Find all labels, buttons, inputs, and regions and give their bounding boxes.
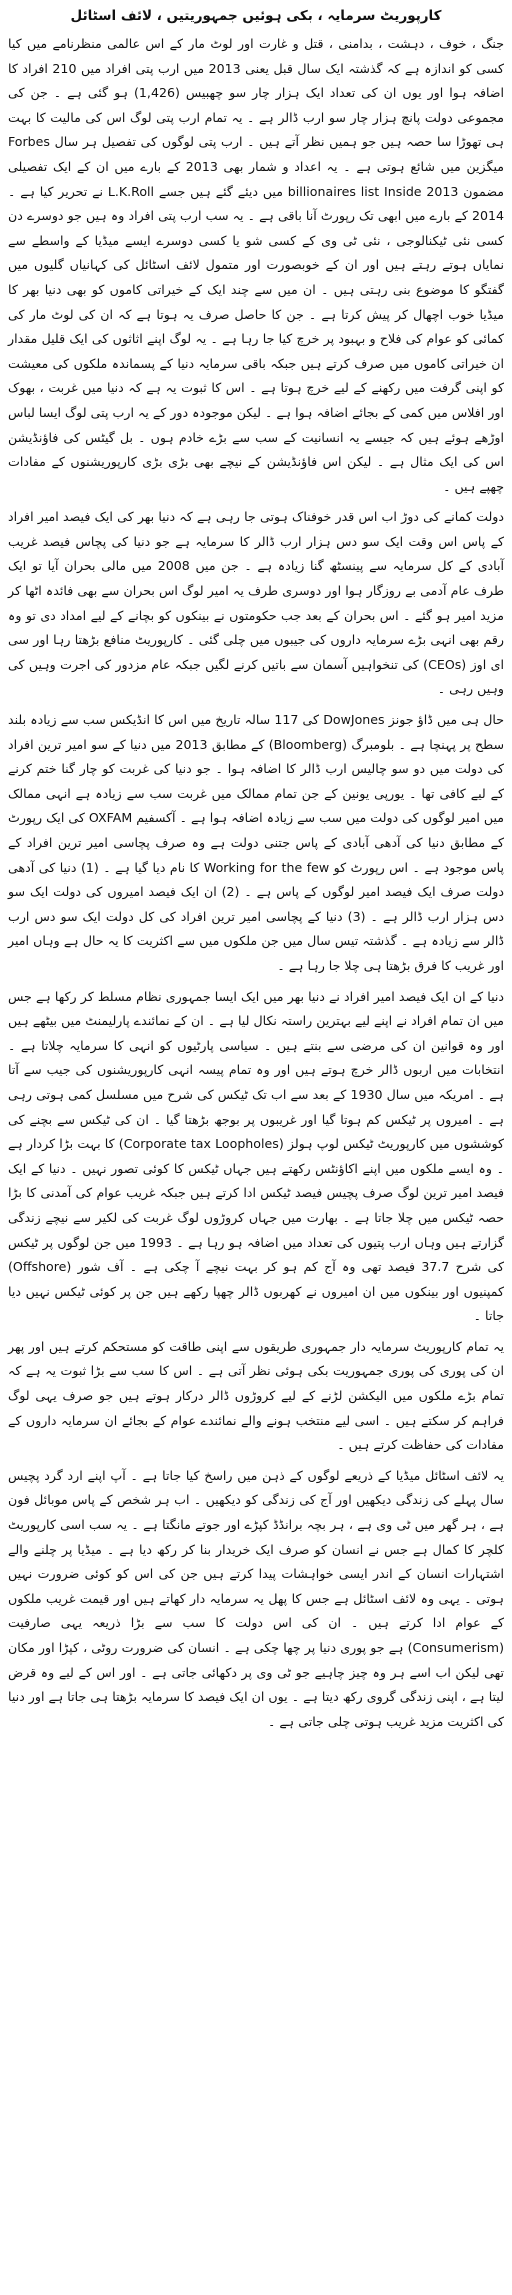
paragraph-1: جنگ ، خوف ، دہشت ، بدامنی ، قتل و غارت اور لوٹ مار کے اس عالمی منظرنامے میں کیا کسی کو اندازہ ہے کہ گذشتہ ایک سال قبل یعنی 2013 میں ارب پتی افراد میں 210 افراد کا اضافہ ہوا اور یوں ان کی تعداد ایک ہزار چار سو چھبیس (1,426) ہو گئی ہے ۔ جن کی مجموعی دولت پانچ ہزار چار سو ارب ڈالر ہے ۔ یہ تمام ارب پتی لوگ اس کی مالیت کا بہت ہی تھوڑا سا حصہ ہیں جو ہمیں نظر آتے ہیں ۔ ارب پتی لوگوں کی تفصیل ہر سال Forbes میگزین میں شائع ہوتی ہے ۔ یہ اعداد و شمار بھی 2013 کے بارے میں ان کے ایک تفصیلی مضمون billionaires list Inside 2013 میں دیئے گئے ہیں جسے L.K.Roll نے تحریر کیا ہے ۔ 2014 کے بارے میں ابھی تک رپورٹ آنا باقی ہے ۔ یہ سب ارب پتی افراد وہ ہیں جو دوسرے دن کسی نئی ٹیکنالوجی ، نئی ٹی وی کے کسی شو یا کسی دوسرے ایسے میڈیا کے واسطے سے نمایاں ہوتے رہتے ہیں اور ان کے خوبصورت اور متمول لائف اسٹائل کی کہانیاں گلیوں میں گفتگو کا موضوع بنی رہتی ہیں ۔ ان میں سے چند ایک کے خیراتی کاموں کو بھی دنیا بھر کا میڈیا خوب اچھال کر پیش کرتا ہے ۔ جن کا حاصل صرف یہ ہوتا ہے کہ ان کی لوٹ مار کی کمائی کو عوام کی فلاح و بہبود پر خرچ کیا جا رہا ہے ۔ یہ لوگ اپنے اثاثوں کی ایک قلیل مقدار ان خیراتی کاموں میں صرف کرتے ہیں جبکہ باقی سرمایہ دنیا کے پسماندہ ملکوں کی معیشت کو اپنی گرفت میں رکھنے کے لیے خرچ ہوتا ہے ۔ اس کا ثبوت یہ ہے کہ دنیا میں غربت ، بھوک اور افلاس میں کمی کے بجائے اضافہ ہوا ہے ۔ لیکن موجودہ دور کے یہ ارب پتی لوگ ایسا لباس اوڑھے ہوئے ہیں کہ جیسے یہ انسانیت کے سب سے بڑے خادم ہوں ۔ بل گیٹس کی فاؤنڈیشن اس کی ایک مثال ہے ۔ لیکن اس فاؤنڈیشن کے نیچے بھی بڑی بڑی کارپوریشنوں کے مفادات چھپے ہیں ۔ xyxy=(8,36,504,494)
article-body xyxy=(8,32,504,1734)
article-headline: کارپوریٹ سرمایہ ، بکی ہوئیں جمہوریتیں ، لائف اسٹائل xyxy=(70,8,442,24)
paragraph-2: دولت کمانے کی دوڑ اب اس قدر خوفناک ہوتی جا رہی ہے کہ دنیا بھر کی ایک فیصد امیر افراد کے پاس اس وقت ایک سو دس ہزار ارب ڈالر کا سرمایہ ہے جو دنیا کی پچاس فیصد غریب آبادی کے کل سرمایہ سے پینسٹھ گنا زیادہ ہے ۔ جن میں 2008 میں مالی بحران آیا تو ایک طرف عام آدمی بے روزگار ہوا اور دوسری طرف یہ امیر لوگ اس بحران سے بھی فائدہ اٹھا کر مزید امیر ہو گئے ۔ اس بحران کے بعد جب حکومتوں نے بینکوں کو بچانے کے لیے امداد دی تو وہ رقم بھی انہی بڑے سرمایہ داروں کی جیبوں میں چلی گئی ۔ کارپوریٹ منافع بڑھتا رہا اور سی ای اوز (CEOs) کی تنخواہیں آسمان سے باتیں کرنے لگیں جبکہ عام مزدور کی اجرت وہیں کی وہیں رہی ۔ xyxy=(8,509,504,697)
paragraph-5: یہ تمام کارپوریٹ سرمایہ دار جمہوری طریقوں سے اپنی طاقت کو مستحکم کرتے ہیں اور پھر ان کی پوری کی پوری جمہوریت بکی ہوئی نظر آتی ہے ۔ اس کا سب سے بڑا ثبوت یہ ہے کہ تمام بڑے ملکوں میں الیکشن لڑنے کے لیے کروڑوں ڈالر درکار ہوتے ہیں جو صرف یہی لوگ فراہم کر سکتے ہیں ۔ اسی لیے منتخب ہونے والے نمائندے عوام کے بجائے ان سرمایہ داروں کے مفادات کی حفاظت کرتے ہیں ۔ xyxy=(8,1338,504,1453)
paragraph-6: یہ لائف اسٹائل میڈیا کے ذریعے لوگوں کے ذہن میں راسخ کیا جاتا ہے ۔ آپ اپنے ارد گرد پچیس سال پہلے کی زندگی دیکھیں اور آج کی زندگی کو دیکھیں ۔ اب ہر شخص کے پاس موبائل فون ہے ، ہر گھر میں ٹی وی ہے ، ہر بچہ برانڈڈ کپڑے اور جوتے مانگتا ہے ۔ یہ سب اسی کارپوریٹ کلچر کا کمال ہے جس نے انسان کو صرف ایک خریدار بنا کر رکھ دیا ہے ۔ میڈیا پر چلنے والے اشتہارات انسان کے اندر ایسی خواہشات پیدا کرتے ہیں جن کی اس کو کوئی ضرورت نہیں ہوتی ۔ یہی وہ لائف اسٹائل ہے جس کا پھل یہ سرمایہ دار کھاتے ہیں اور قیمت غریب ملکوں کے عوام ادا کرتے ہیں ۔ ان کی اس دولت کا سب سے بڑا ذریعہ یہی صارفیت (Consumerism) ہے جو پوری دنیا پر چھا چکی ہے ۔ انسان کی ضرورت روٹی ، کپڑا اور مکان تھی لیکن اب اسے ہر وہ چیز چاہیے جو ٹی وی پر دکھائی جاتی ہے ۔ اور اس کے لیے وہ قرض لیتا ہے ، اپنی زندگی گروی رکھ دیتا ہے ۔ یوں ان ایک فیصد کا سرمایہ بڑھتا ہی جاتا ہے اور دنیا کی اکثریت مزید غریب ہوتی چلی جاتی ہے ۔ xyxy=(8,1467,504,1729)
paragraph-4: دنیا کے ان ایک فیصد امیر افراد نے دنیا بھر میں ایک ایسا جمہوری نظام مسلط کر رکھا ہے جس میں ان تمام افراد نے اپنے لیے بہترین راستہ نکال لیا ہے ۔ ان کے نمائندے پارلیمنٹ میں بیٹھے ہیں اور وہ قوانین ان کی مرضی سے بنتے ہیں ۔ سیاسی پارٹیوں کو انہی کا سرمایہ چلاتا ہے ۔ انتخابات میں اربوں ڈالر خرچ ہوتے ہیں اور وہ تمام پیسہ انہی کارپوریشنوں کی جیب سے آتا ہے ۔ امریکہ میں سال 1930 کے بعد سے اب تک ٹیکس کی شرح میں مسلسل کمی ہوتی رہی ہے ۔ امیروں پر ٹیکس کم ہوتا گیا اور غریبوں پر بوجھ بڑھتا گیا ۔ ان کی ٹیکس سے بچنے کی کوششوں میں کارپوریٹ ٹیکس لوپ ہولز (Corporate tax Loopholes) کا بہت بڑا کردار ہے ۔ وہ ایسے ملکوں میں اپنے اکاؤنٹس رکھتے ہیں جہاں ٹیکس کا کوئی تصور نہیں ۔ دنیا کے ایک فیصد امیر ترین لوگ صرف پچیس فیصد ٹیکس ادا کرتے ہیں جبکہ غریب عوام کی آمدنی کا بڑا حصہ ٹیکس میں چلا جاتا ہے ۔ بھارت میں جہاں کروڑوں لوگ غربت کی لکیر سے نیچے زندگی گزارتے ہیں وہاں ارب پتیوں کی تعداد میں اضافہ ہو رہا ہے ۔ 1993 میں جن لوگوں پر ٹیکس کی شرح 37.7 فیصد تھی وہ آج کم ہو کر بہت نیچے آ چکی ہے ۔ آف شور (Offshore) کمپنیوں اور بینکوں میں ان امیروں نے کھربوں ڈالر چھپا رکھے ہیں جن پر کوئی ٹیکس نہیں دیا جاتا ۔ xyxy=(8,988,504,1324)
paragraph-3: حال ہی میں ڈاؤ جونز DowJones کی 117 سالہ تاریخ میں اس کا انڈیکس سب سے زیادہ بلند سطح پر پہنچا ہے ۔ بلومبرگ (Bloomberg) کے مطابق 2013 میں دنیا کے سو امیر ترین افراد کی دولت میں دو سو چالیس ارب ڈالر کا اضافہ ہوا ۔ جو دنیا کی غربت کو چار گنا ختم کرنے کے لیے کافی تھا ۔ یورپی یونین کے جن تمام ممالک میں غربت سب سے زیادہ ہے انہی ممالک میں امیر لوگوں کی دولت میں سب سے زیادہ اضافہ ہوا ہے ۔ آکسفیم OXFAM کی ایک رپورٹ کے مطابق دنیا کی آدھی آبادی کے پاس جتنی دولت ہے وہ صرف پچاسی امیر ترین افراد کے پاس موجود ہے ۔ اس رپورٹ کو Working for the few کا نام دیا گیا ہے ۔ (1) دنیا کی آدھی دولت صرف ایک فیصد امیر لوگوں کے پاس ہے ۔ (2) ان ایک فیصد امیروں کی دولت ایک سو دس ہزار ارب ڈالر ہے ۔ (3) دنیا کے پچاسی امیر ترین افراد کی کل دولت ایک سو دس ارب ڈالر سے زیادہ ہے ۔ گذشتہ تیس سال میں جن ملکوں میں سے اکثریت کا یہ حال ہے وہاں امیر اور غریب کا فرق بڑھتا ہی چلا جا رہا ہے ۔ xyxy=(8,712,505,973)
